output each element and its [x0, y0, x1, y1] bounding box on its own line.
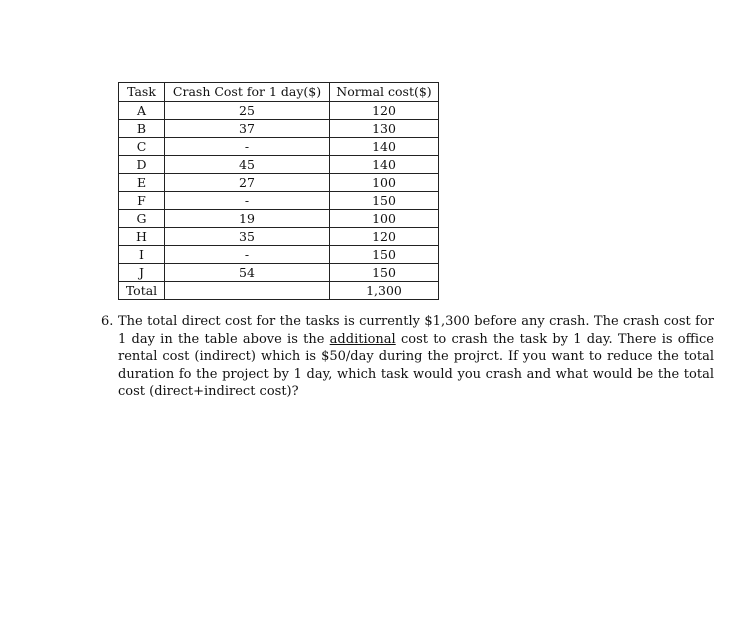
question-text-part-2: cost to crash the task by 1 day. There is office rental cost (indirect) which is $50/day during the projrct. If you want to reduce the total duration fo the project by 1 day, which task would you crash and what would be the total cost (direct+indirect cost)?	[118, 331, 714, 400]
cell-task: B	[119, 120, 165, 138]
table-total-row	[119, 282, 439, 300]
cell-normal-cost: 120	[330, 102, 439, 120]
cell-normal-cost: 150	[330, 192, 439, 210]
header-normal-cost: Normal cost($)	[330, 83, 439, 102]
table-row	[119, 120, 439, 138]
cell-crash-cost: 37	[165, 120, 330, 138]
cell-crash-cost	[165, 282, 330, 300]
cell-task: F	[119, 192, 165, 210]
table-row	[119, 210, 439, 228]
table-header-row	[119, 83, 439, 102]
table-row	[119, 102, 439, 120]
cell-task: C	[119, 138, 165, 156]
cell-crash-cost: 25	[165, 102, 330, 120]
cell-task: I	[119, 246, 165, 264]
question-number: 6.	[101, 314, 114, 329]
table-row	[119, 246, 439, 264]
header-crash-cost: Crash Cost for 1 day($)	[165, 83, 330, 102]
table-row	[119, 228, 439, 246]
cell-normal-cost: 130	[330, 120, 439, 138]
cell-crash-cost: 27	[165, 174, 330, 192]
cell-crash-cost: 35	[165, 228, 330, 246]
question-text-part-1: The total direct cost for the tasks is currently $1,300 before any crash. The crash cost for 1 day in the table above is the	[118, 314, 714, 347]
cell-crash-cost: -	[165, 246, 330, 264]
cost-table	[118, 82, 439, 300]
cell-normal-cost: 150	[330, 264, 439, 282]
cell-task: E	[119, 174, 165, 192]
question-6	[101, 313, 714, 401]
cell-crash-cost: -	[165, 138, 330, 156]
table-row	[119, 138, 439, 156]
cell-normal-cost: 120	[330, 228, 439, 246]
underlined-word: additional	[329, 331, 396, 347]
cell-crash-cost: 19	[165, 210, 330, 228]
cell-normal-cost: 1,300	[330, 282, 439, 300]
cell-normal-cost: 100	[330, 174, 439, 192]
cell-normal-cost: 100	[330, 210, 439, 228]
cell-normal-cost: 150	[330, 246, 439, 264]
cell-task: G	[119, 210, 165, 228]
cell-crash-cost: 54	[165, 264, 330, 282]
cell-crash-cost: 45	[165, 156, 330, 174]
cell-task: D	[119, 156, 165, 174]
header-task: Task	[119, 83, 165, 102]
table-row	[119, 192, 439, 210]
cell-crash-cost: -	[165, 192, 330, 210]
cell-normal-cost: 140	[330, 138, 439, 156]
cell-task: J	[119, 264, 165, 282]
cell-task: A	[119, 102, 165, 120]
table-row	[119, 156, 439, 174]
table-row	[119, 264, 439, 282]
cell-task: H	[119, 228, 165, 246]
table-row	[119, 174, 439, 192]
cell-normal-cost: 140	[330, 156, 439, 174]
cell-task: Total	[119, 282, 165, 300]
